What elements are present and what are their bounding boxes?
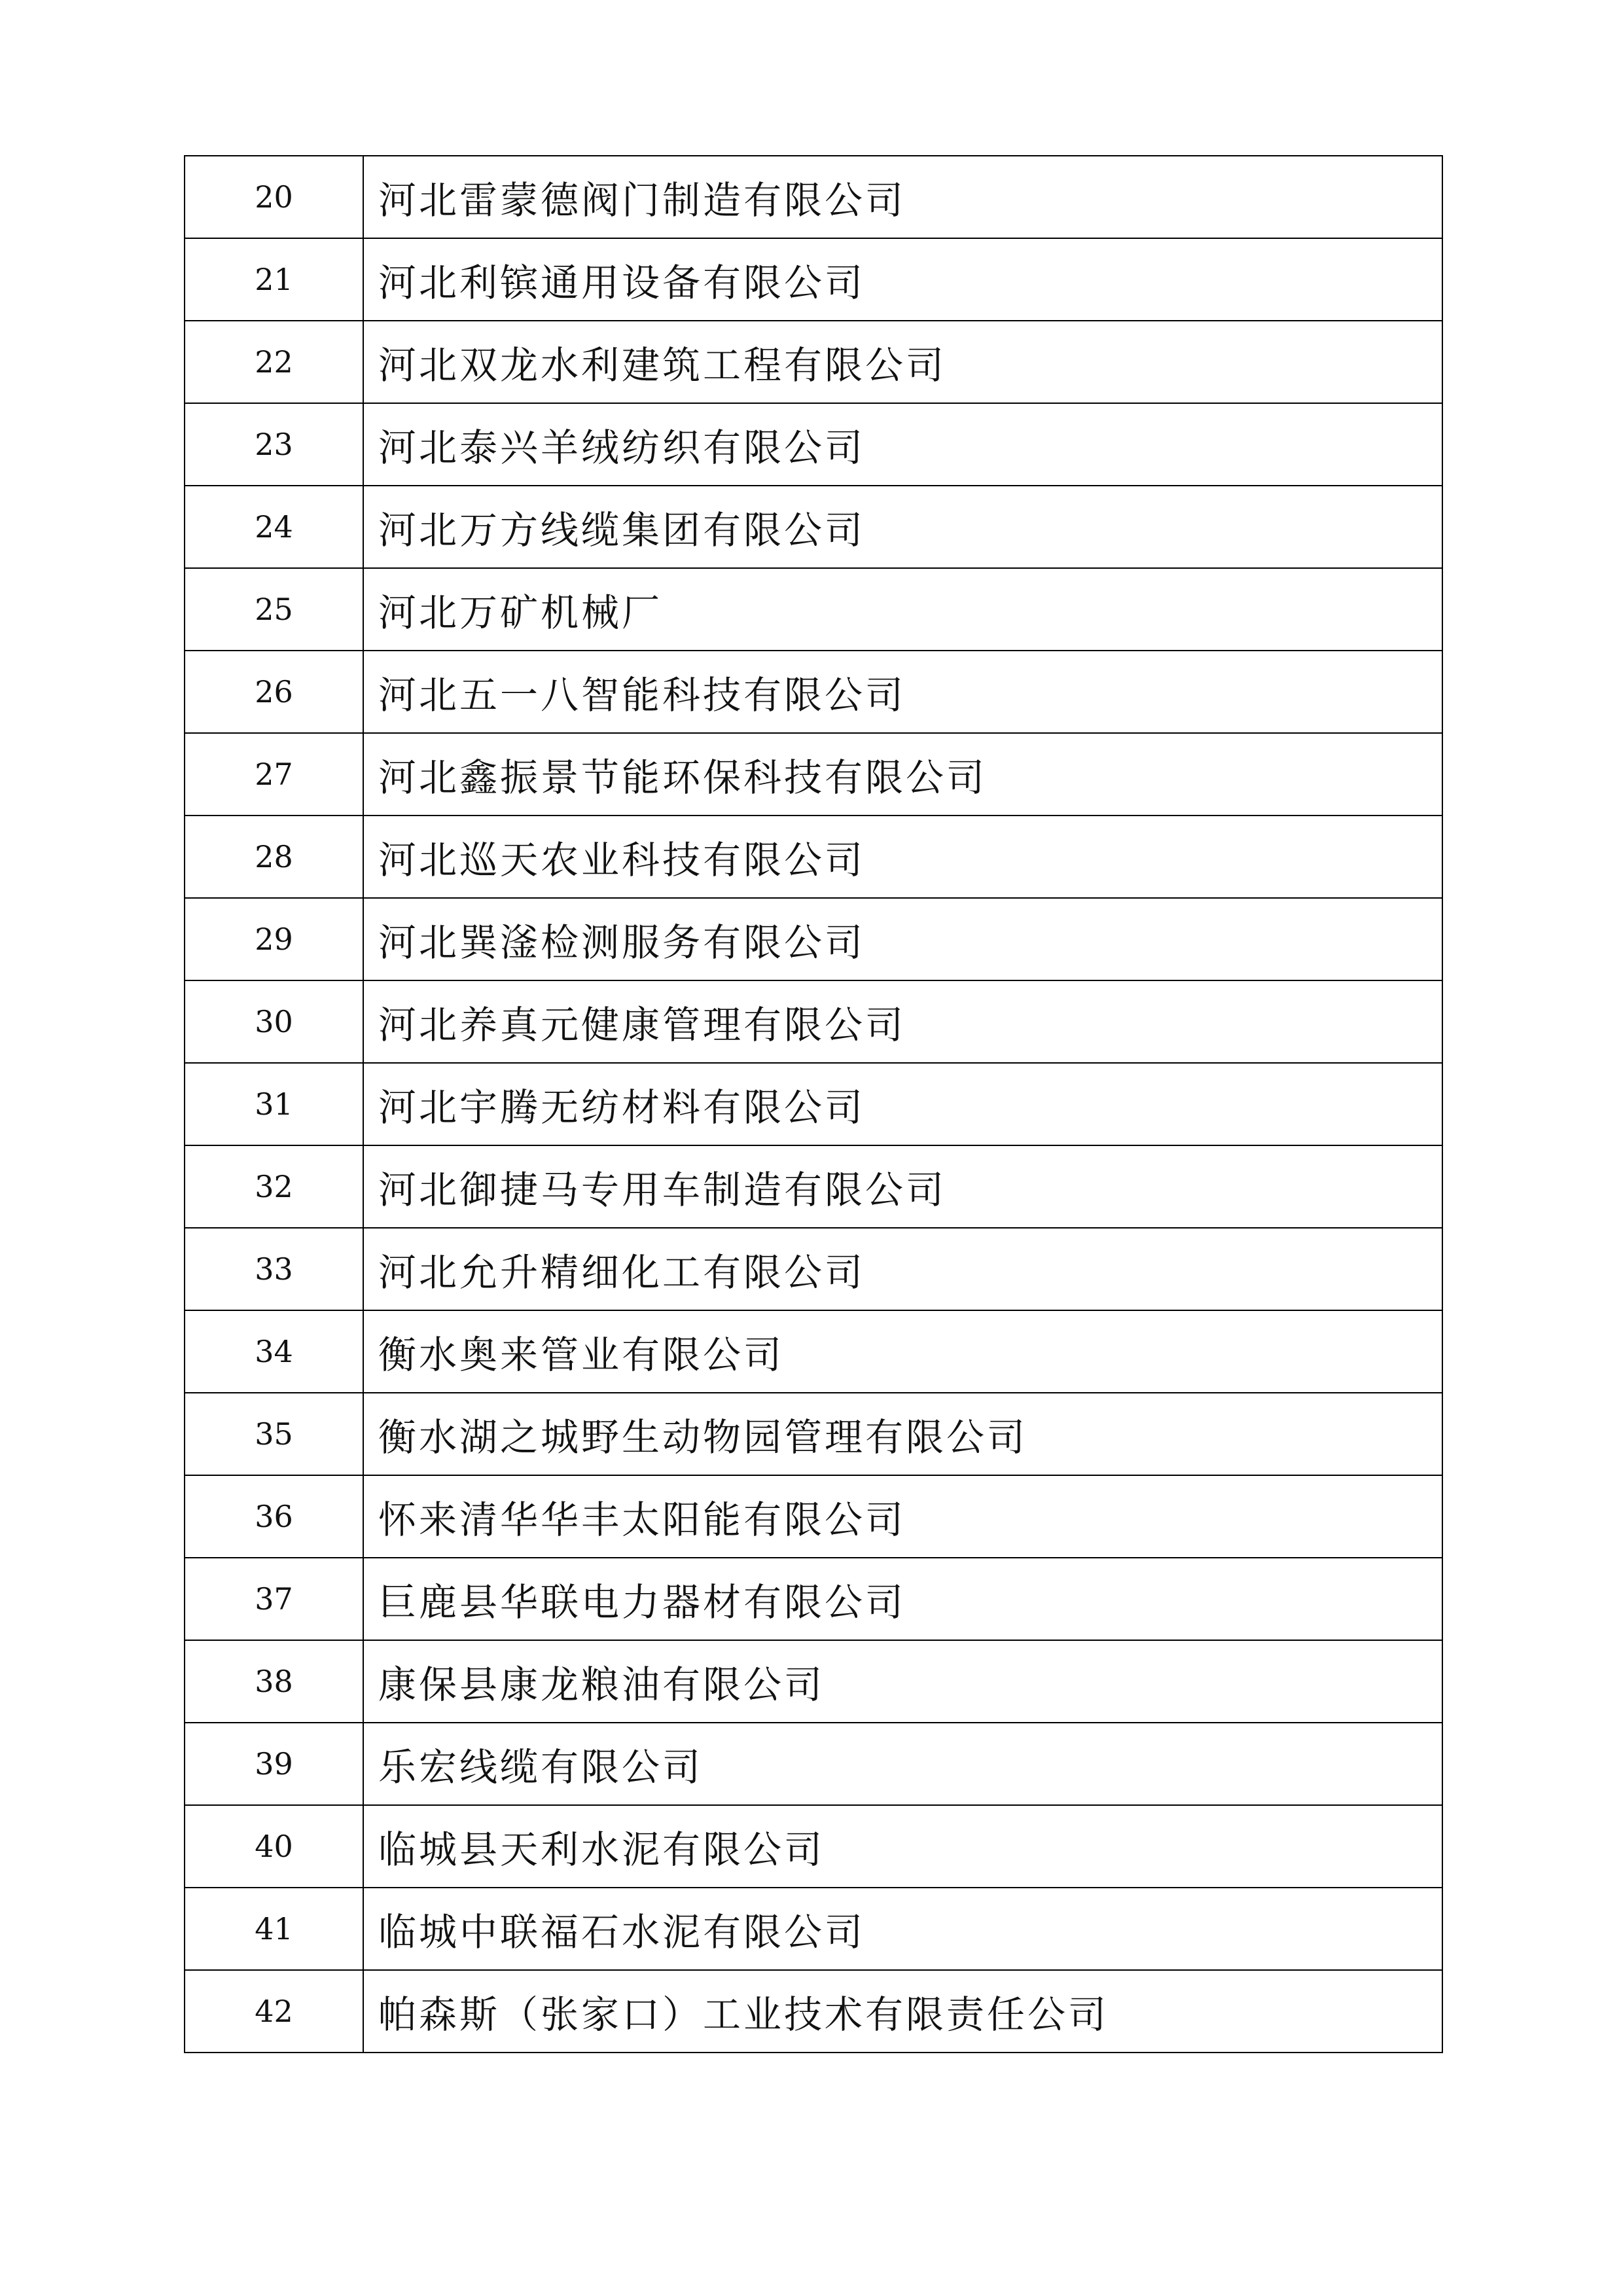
company-name: 河北允升精细化工有限公司 bbox=[363, 1228, 1442, 1310]
table-row bbox=[185, 1228, 1442, 1310]
table-row bbox=[185, 156, 1442, 238]
company-name: 乐宏线缆有限公司 bbox=[363, 1723, 1442, 1805]
row-number: 37 bbox=[185, 1558, 363, 1640]
table-row bbox=[185, 568, 1442, 651]
table-row bbox=[185, 980, 1442, 1063]
row-number: 41 bbox=[185, 1888, 363, 1970]
row-number: 22 bbox=[185, 321, 363, 403]
table-row bbox=[185, 1723, 1442, 1805]
table-row bbox=[185, 733, 1442, 816]
row-number: 30 bbox=[185, 980, 363, 1063]
table-row bbox=[185, 1640, 1442, 1723]
company-name: 河北雷蒙德阀门制造有限公司 bbox=[363, 156, 1442, 238]
table-row bbox=[185, 1063, 1442, 1145]
row-number: 36 bbox=[185, 1475, 363, 1558]
row-number: 40 bbox=[185, 1805, 363, 1888]
row-number: 34 bbox=[185, 1310, 363, 1393]
row-number: 23 bbox=[185, 403, 363, 486]
table-row bbox=[185, 1970, 1442, 2053]
table-row bbox=[185, 1805, 1442, 1888]
table-row bbox=[185, 816, 1442, 898]
row-number: 35 bbox=[185, 1393, 363, 1475]
table-row bbox=[185, 1558, 1442, 1640]
row-number: 24 bbox=[185, 486, 363, 568]
table-row bbox=[185, 403, 1442, 486]
company-name: 河北五一八智能科技有限公司 bbox=[363, 651, 1442, 733]
table-row bbox=[185, 238, 1442, 321]
row-number: 32 bbox=[185, 1145, 363, 1228]
row-number: 39 bbox=[185, 1723, 363, 1805]
table-row bbox=[185, 898, 1442, 980]
company-name: 衡水奥来管业有限公司 bbox=[363, 1310, 1442, 1393]
company-name: 河北宇腾无纺材料有限公司 bbox=[363, 1063, 1442, 1145]
company-name: 河北巽滏检测服务有限公司 bbox=[363, 898, 1442, 980]
company-name: 衡水湖之城野生动物园管理有限公司 bbox=[363, 1393, 1442, 1475]
company-name: 河北养真元健康管理有限公司 bbox=[363, 980, 1442, 1063]
table-row bbox=[185, 1393, 1442, 1475]
company-name: 河北鑫振景节能环保科技有限公司 bbox=[363, 733, 1442, 816]
table-row bbox=[185, 651, 1442, 733]
row-number: 28 bbox=[185, 816, 363, 898]
table-row bbox=[185, 486, 1442, 568]
table-row bbox=[185, 1310, 1442, 1393]
row-number: 31 bbox=[185, 1063, 363, 1145]
company-name: 河北巡天农业科技有限公司 bbox=[363, 816, 1442, 898]
row-number: 26 bbox=[185, 651, 363, 733]
company-list-table bbox=[184, 155, 1443, 2053]
company-name: 河北双龙水利建筑工程有限公司 bbox=[363, 321, 1442, 403]
company-name: 河北泰兴羊绒纺织有限公司 bbox=[363, 403, 1442, 486]
row-number: 29 bbox=[185, 898, 363, 980]
row-number: 42 bbox=[185, 1970, 363, 2053]
company-name: 巨鹿县华联电力器材有限公司 bbox=[363, 1558, 1442, 1640]
company-name: 临城中联福石水泥有限公司 bbox=[363, 1888, 1442, 1970]
company-name: 怀来清华华丰太阳能有限公司 bbox=[363, 1475, 1442, 1558]
company-name: 河北万矿机械厂 bbox=[363, 568, 1442, 651]
company-name: 河北御捷马专用车制造有限公司 bbox=[363, 1145, 1442, 1228]
row-number: 33 bbox=[185, 1228, 363, 1310]
row-number: 38 bbox=[185, 1640, 363, 1723]
company-name: 帕森斯（张家口）工业技术有限责任公司 bbox=[363, 1970, 1442, 2053]
table-row bbox=[185, 1475, 1442, 1558]
row-number: 21 bbox=[185, 238, 363, 321]
table-row bbox=[185, 1888, 1442, 1970]
company-name: 康保县康龙粮油有限公司 bbox=[363, 1640, 1442, 1723]
company-name: 河北利镔通用设备有限公司 bbox=[363, 238, 1442, 321]
row-number: 20 bbox=[185, 156, 363, 238]
company-name: 临城县天利水泥有限公司 bbox=[363, 1805, 1442, 1888]
company-name: 河北万方线缆集团有限公司 bbox=[363, 486, 1442, 568]
table-row bbox=[185, 321, 1442, 403]
row-number: 27 bbox=[185, 733, 363, 816]
row-number: 25 bbox=[185, 568, 363, 651]
table-row bbox=[185, 1145, 1442, 1228]
